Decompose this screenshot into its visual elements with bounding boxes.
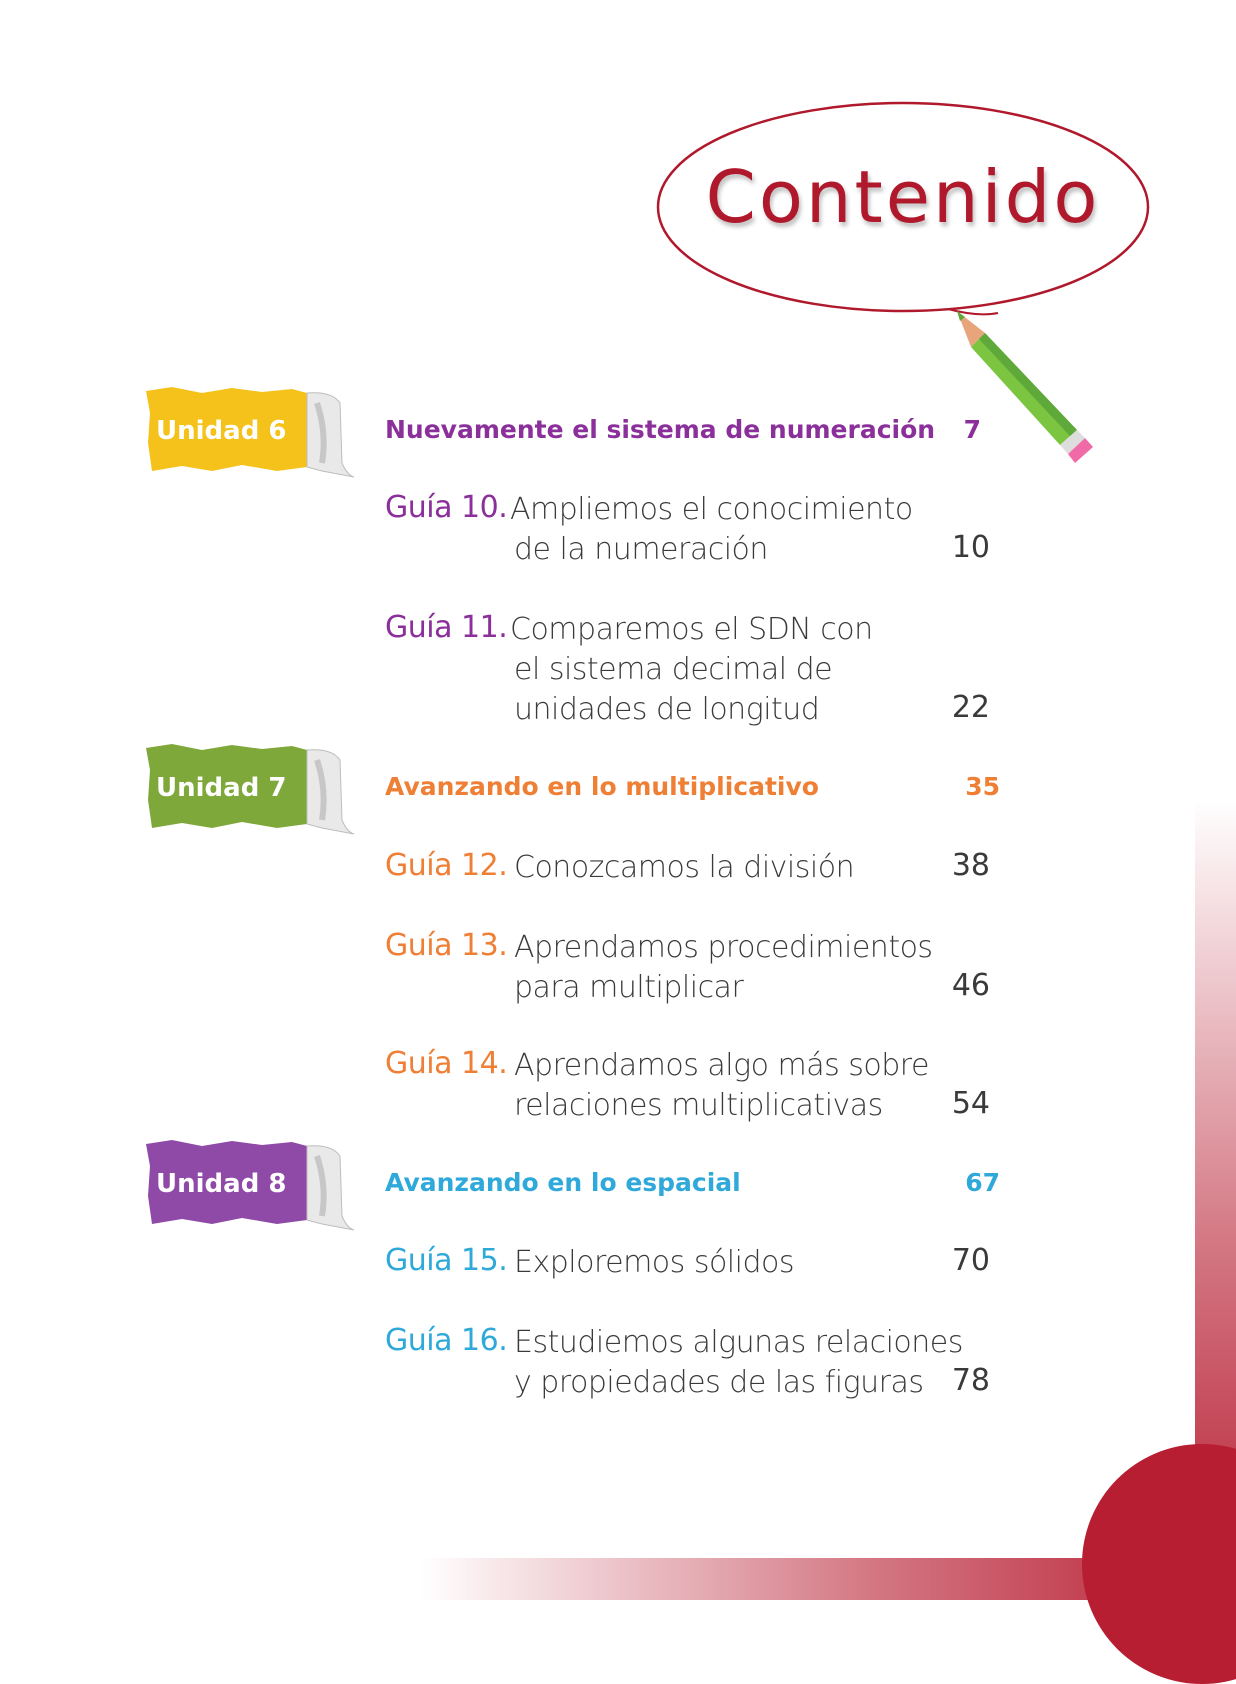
guide-line: el sistema decimal de [514,652,833,687]
guide-line: para multiplicar [514,970,744,1005]
guide-label: Guía 11. [385,610,508,645]
guide-page-number: 70 [951,1243,990,1278]
guide-page-number: 10 [951,530,990,565]
guide-line: de la numeración [514,532,768,567]
unit-badge-label: Unidad 8 [156,1169,287,1199]
guide-description [510,490,930,570]
guide-description [510,848,930,888]
guide-line: unidades de longitud [514,692,820,727]
guide-description [510,1046,930,1126]
guide-page-number: 46 [951,968,990,1003]
unit-title: Avanzando en lo multiplicativo [385,772,819,801]
unit-page-number: 35 [965,772,1000,801]
guide-page-number: 78 [951,1363,990,1398]
guide-line: Comparemos el SDN con [510,612,873,647]
guide-description [510,1323,963,1403]
unit-badge-label: Unidad 6 [156,416,287,446]
guide-line: Aprendamos procedimientos [514,930,933,965]
guide-page-number: 38 [951,848,990,883]
guide-line: Ampliemos el conocimiento [510,492,913,527]
unit-badge-8 [142,1136,362,1236]
unit-badge-7 [142,740,362,840]
guide-description [510,1243,930,1283]
guide-label: Guía 13. [385,928,508,963]
guide-line: Aprendamos algo más sobre [514,1048,929,1083]
unit-title: Nuevamente el sistema de numeración [385,415,936,444]
page-title: Contenido [705,155,1101,239]
guide-line: Exploremos sólidos [514,1245,794,1280]
decorative-corner-shape [1082,1444,1236,1684]
guide-line: Conozcamos la división [514,850,855,885]
unit-badge-6 [142,383,362,483]
guide-label: Guía 14. [385,1046,508,1081]
unit-page-number: 67 [965,1168,1000,1197]
guide-label: Guía 15. [385,1243,508,1278]
guide-description [510,610,930,730]
guide-page-number: 22 [951,690,990,725]
guide-line: Estudiemos algunas relaciones [514,1325,963,1360]
guide-label: Guía 10. [385,490,508,525]
unit-title: Avanzando en lo espacial [385,1168,741,1197]
guide-page-number: 54 [951,1086,990,1121]
unit-badge-label: Unidad 7 [156,773,287,803]
guide-label: Guía 16. [385,1323,508,1358]
guide-line: relaciones multiplicativas [514,1088,883,1123]
unit-page-number: 7 [963,415,981,444]
guide-line: y propiedades de las figuras [514,1365,924,1400]
guide-label: Guía 12. [385,848,508,883]
guide-description [510,928,933,1008]
